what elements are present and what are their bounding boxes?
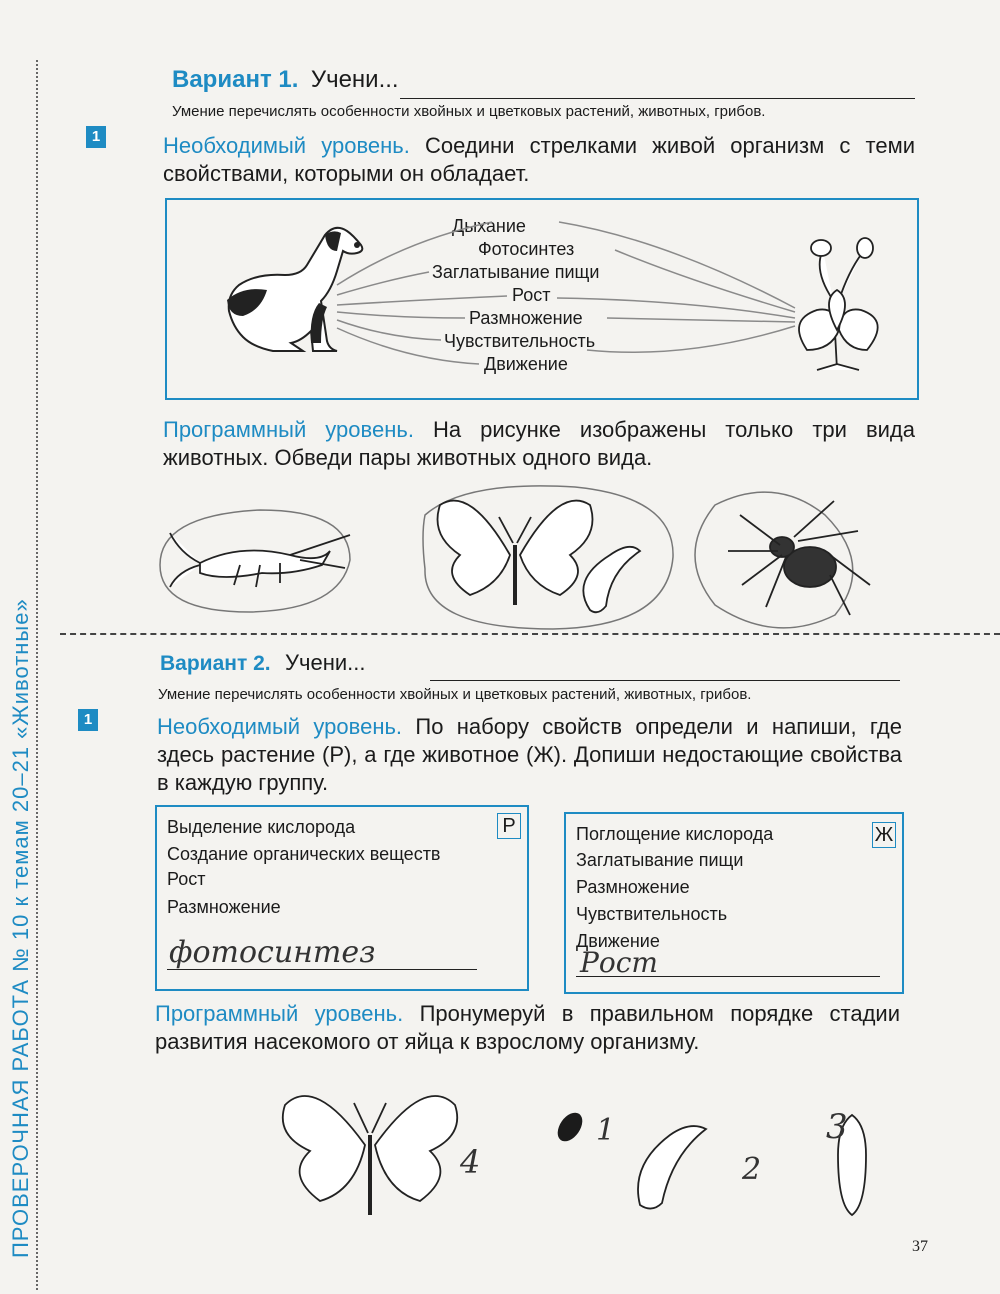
- property-photosynthesis: Фотосинтез: [478, 239, 575, 259]
- animal-item-reproduction: Размножение: [576, 877, 690, 897]
- variant1-task-number: 1: [86, 126, 106, 148]
- variant1-program-task: [163, 416, 915, 472]
- stage-caterpillar-number: 2: [742, 1152, 762, 1187]
- stage-butterfly-number: 4: [460, 1143, 481, 1181]
- butterfly-image: [438, 501, 593, 605]
- cut-line-vertical: [36, 60, 38, 1290]
- property-reproduction: Размножение: [469, 308, 583, 328]
- property-breathing: Дыхание: [452, 216, 526, 236]
- spider-image: [728, 501, 870, 615]
- violet-plant-illustration: [777, 230, 897, 380]
- property-swallowing-food: Заглатывание пищи: [432, 262, 600, 282]
- variant2-basic-text: По набору свойств определи и напиши, где здесь растение (Р), а где животное (Ж). Допиши недостающие свойства в каждую группу.: [157, 714, 902, 795]
- variant1-animals-picture: [150, 485, 930, 630]
- variant2-title: Вариант 2.: [160, 652, 271, 675]
- stage-egg-number: 1: [596, 1113, 616, 1148]
- cut-line-horizontal: [60, 633, 1000, 635]
- variant2-basic-task: [157, 713, 902, 797]
- variant2-basic-level: Необходимый уровень.: [157, 714, 403, 739]
- crayfish-image: [170, 533, 350, 587]
- variant1-skill: Умение перечислять особенности хвойных и цветковых растений, животных, грибов.: [172, 103, 766, 120]
- plant-item-oxygen-release: Выделение кислорода: [167, 817, 356, 837]
- variant1-basic-level: Необходимый уровень.: [163, 133, 410, 158]
- stage-egg-image: [553, 1108, 588, 1146]
- variant1-header: [172, 66, 399, 94]
- animal-item-sensitivity: Чувствительность: [576, 904, 728, 924]
- variant1-program-text: На рисунке изображены только три вида животных. Обведи пары животных одного вида.: [163, 417, 915, 470]
- plant-item-reproduction: Размножение: [167, 897, 281, 917]
- property-movement: Движение: [484, 354, 568, 374]
- variant2-pupil-label: Учени...: [285, 650, 366, 675]
- variant2-skill: Умение перечислять особенности хвойных и цветковых растений, животных, грибов.: [158, 686, 752, 703]
- animal-item-swallowing-food: Заглатывание пищи: [576, 850, 744, 870]
- variant2-task-number: 1: [78, 709, 98, 731]
- stage-caterpillar-image: [638, 1126, 706, 1208]
- stage-pupa-number: 3: [826, 1107, 848, 1147]
- property-sensitivity: Чувствительность: [444, 331, 596, 351]
- variant2-program-text: Пронумеруй в правильном порядке стадии развития насекомого от яйца к взрослому организму.: [155, 1001, 900, 1054]
- animal-answer-line[interactable]: [576, 976, 880, 977]
- animal-item-movement: Движение: [576, 931, 660, 951]
- variant2-header: [160, 650, 365, 676]
- variant1-name-line[interactable]: [400, 98, 915, 99]
- plant-handwritten-answer: фотосинтез: [169, 935, 376, 970]
- stage-butterfly-image: [283, 1096, 457, 1215]
- variant1-properties-box: [165, 198, 919, 400]
- variant2-program-level: Программный уровень.: [155, 1001, 404, 1026]
- variant2-program-task: [155, 1000, 900, 1056]
- plant-answer-line[interactable]: [167, 969, 477, 970]
- caterpillar-image: [583, 547, 640, 612]
- animal-properties-box: [564, 812, 904, 994]
- plant-item-growth: Рост: [167, 869, 206, 889]
- variant1-basic-task: [163, 132, 915, 188]
- animal-item-oxygen-absorption: Поглощение кислорода: [576, 824, 774, 844]
- animal-handwritten-answer: Рост: [580, 946, 658, 979]
- property-growth: Рост: [512, 285, 551, 305]
- plant-item-organic-substances: Создание органических веществ: [167, 844, 441, 864]
- variant1-basic-text: Соедини стрелками живой организм с теми свойствами, которыми он обладает.: [163, 133, 915, 186]
- variant1-title: Вариант 1.: [172, 66, 299, 93]
- plant-properties-box: [155, 805, 529, 991]
- variant1-program-level: Программный уровень.: [163, 417, 414, 442]
- variant2-name-line[interactable]: [430, 680, 900, 681]
- plant-answer-box[interactable]: Р: [497, 813, 521, 839]
- variant1-pupil-label: Учени...: [310, 66, 399, 93]
- page-number: 37: [912, 1238, 928, 1255]
- side-title: ПРОВЕРОЧНАЯ РАБОТА № 10 к темам 20–21 «Животные»: [8, 598, 33, 1258]
- insect-stages-picture: [270, 1085, 910, 1230]
- animal-answer-box[interactable]: Ж: [872, 822, 896, 848]
